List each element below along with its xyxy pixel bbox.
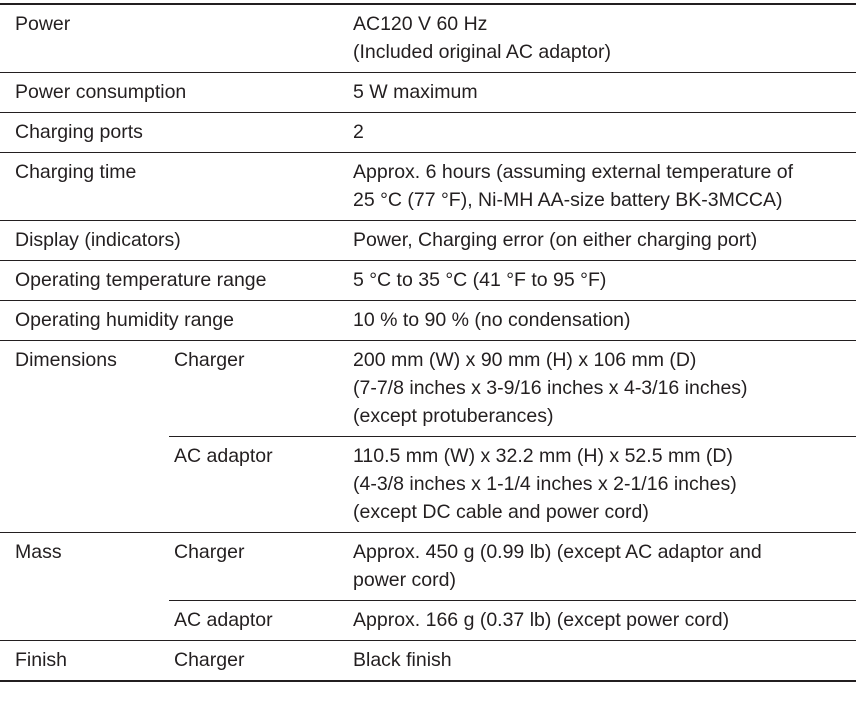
- spec-row-charging-time: [0, 153, 856, 221]
- spec-label: Mass: [0, 533, 169, 641]
- spec-value-line: (except DC cable and power cord): [353, 501, 649, 523]
- spec-value-line: Black finish: [353, 649, 452, 671]
- spec-row-operating-temperature: [0, 261, 856, 301]
- spec-value: [337, 601, 856, 641]
- spec-value: [337, 261, 856, 301]
- spec-value: [337, 437, 856, 533]
- spec-value-line: 5 W maximum: [353, 81, 478, 103]
- spec-value: [337, 641, 856, 682]
- spec-value-line: (4-3/8 inches x 1-1/4 inches x 2-1/16 inches): [353, 473, 737, 495]
- spec-label: Dimensions: [0, 341, 169, 533]
- spec-row-operating-humidity: [0, 301, 856, 341]
- spec-value-line: (except protuberances): [353, 405, 554, 427]
- spec-sublabel: AC adaptor: [169, 601, 337, 641]
- spec-value-line: (7-7/8 inches x 3-9/16 inches x 4-3/16 inches): [353, 377, 748, 399]
- spec-label: Power consumption: [0, 73, 337, 113]
- spec-row-dimensions-charger: [0, 341, 856, 437]
- spec-value: [337, 341, 856, 437]
- spec-label: Power: [0, 4, 337, 73]
- spec-sublabel: Charger: [169, 341, 337, 437]
- spec-sublabel: Charger: [169, 641, 337, 682]
- spec-value-line: 2: [353, 121, 364, 143]
- spec-value-line: 25 °C (77 °F), Ni-MH AA-size battery BK-3MCCA): [353, 189, 783, 211]
- spec-label: Charging ports: [0, 113, 337, 153]
- spec-value-line: 5 °C to 35 °C (41 °F to 95 °F): [353, 269, 607, 291]
- spec-row-power-consumption: [0, 73, 856, 113]
- spec-value-line: Power, Charging error (on either charging port): [353, 229, 758, 251]
- spec-value: [337, 533, 856, 601]
- spec-value-line: 110.5 mm (W) x 32.2 mm (H) x 52.5 mm (D): [353, 445, 733, 467]
- spec-row-mass-charger: [0, 533, 856, 601]
- spec-sublabel: AC adaptor: [169, 437, 337, 533]
- spec-value: [337, 153, 856, 221]
- spec-sublabel: Charger: [169, 533, 337, 601]
- spec-row-charging-ports: [0, 113, 856, 153]
- spec-value: [337, 113, 856, 153]
- spec-value-line: power cord): [353, 569, 456, 591]
- spec-label: Operating temperature range: [0, 261, 337, 301]
- spec-label: Finish: [0, 641, 169, 682]
- spec-value: [337, 4, 856, 73]
- spec-row-display: [0, 221, 856, 261]
- spec-label: Charging time: [0, 153, 337, 221]
- spec-value-line: Approx. 450 g (0.99 lb) (except AC adaptor and: [353, 541, 762, 563]
- spec-value-line: Approx. 166 g (0.37 lb) (except power cord): [353, 609, 730, 631]
- spec-value: [337, 301, 856, 341]
- spec-label: Display (indicators): [0, 221, 337, 261]
- spec-value-line: 200 mm (W) x 90 mm (H) x 106 mm (D): [353, 349, 697, 371]
- specifications-table: [0, 3, 856, 682]
- spec-row-finish: [0, 641, 856, 682]
- spec-value: [337, 73, 856, 113]
- spec-value: [337, 221, 856, 261]
- spec-value-line: 10 % to 90 % (no condensation): [353, 309, 631, 331]
- spec-value-line: AC120 V 60 Hz: [353, 13, 488, 35]
- spec-row-power: [0, 4, 856, 73]
- spec-label: Operating humidity range: [0, 301, 337, 341]
- spec-value-line: Approx. 6 hours (assuming external temperature of: [353, 161, 794, 183]
- spec-value-line: (Included original AC adaptor): [353, 41, 611, 63]
